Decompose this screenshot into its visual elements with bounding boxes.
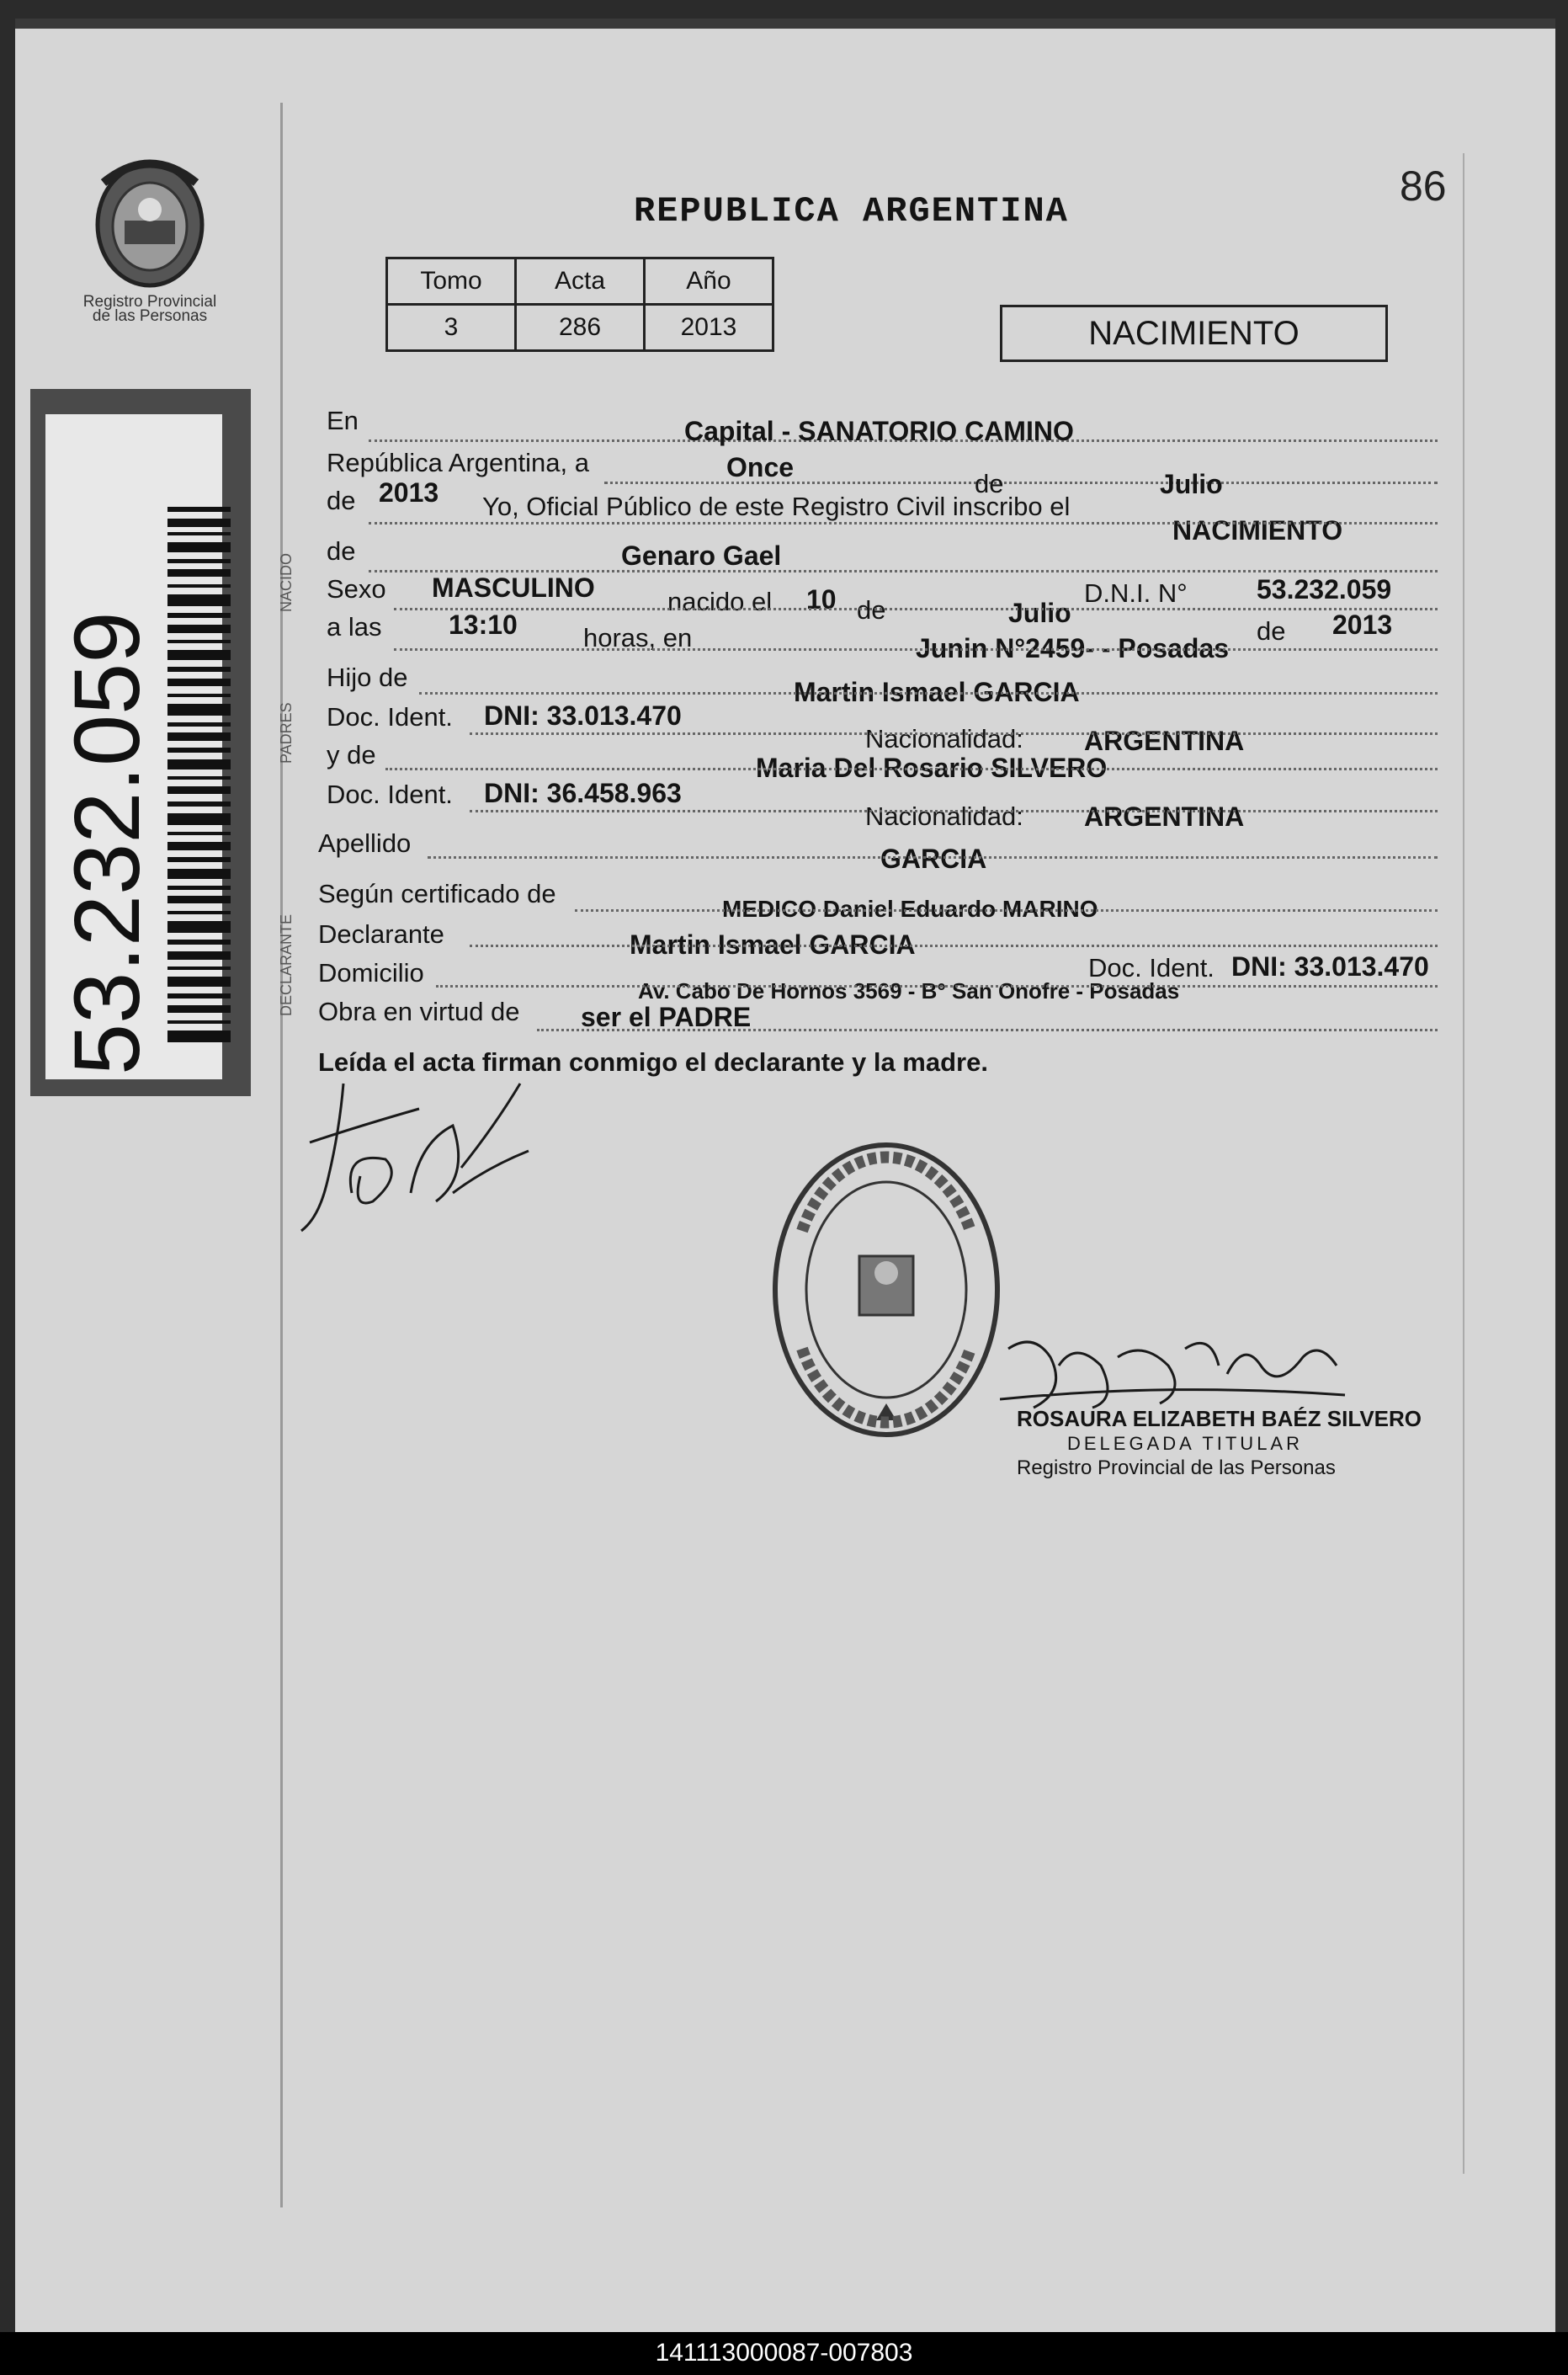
official-signature-block: [1000, 1315, 1422, 1500]
label-nacido-de: de: [857, 595, 886, 625]
margin-rule: [280, 103, 283, 2207]
value-padre: Martin Ismael GARCIA: [794, 677, 1080, 707]
value-apellido: GARCIA: [880, 844, 987, 874]
logo-caption-1: Registro Provincial: [82, 293, 217, 311]
value-madre: Maria Del Rosario SILVERO: [756, 753, 1108, 783]
official-signature: [1000, 1315, 1353, 1416]
label-horas-en: horas, en: [583, 623, 693, 652]
label-sexo: Sexo: [327, 574, 386, 604]
value-doc-madre: DNI: 36.458.963: [484, 778, 682, 808]
value-dia: Once: [726, 452, 795, 482]
value-dni: 53.232.059: [1257, 574, 1392, 604]
line-declarante: [470, 945, 1438, 947]
value-nac-padre: ARGENTINA: [1084, 726, 1245, 756]
line-doc-padre: [470, 732, 1438, 735]
label-certificado: Según certificado de: [318, 879, 556, 908]
line-sexo: [394, 608, 1438, 610]
provincial-seal-icon: [78, 149, 221, 292]
value-nacido-dia: 10: [806, 584, 837, 615]
label-domicilio: Domicilio: [318, 958, 424, 988]
value-nacido-mes: Julio: [1008, 598, 1071, 628]
line-apellido: [428, 856, 1438, 859]
logo-caption-2: de las Personas: [92, 307, 208, 325]
label-republica: República Argentina, a: [327, 448, 589, 477]
label-hijo-de: Hijo de: [327, 663, 408, 692]
barcode-number: 53.232.059: [56, 611, 159, 1075]
label-nacido-de2: de: [1257, 616, 1286, 646]
label-de-mes: de: [975, 469, 1004, 498]
registry-stamp: [768, 1138, 1004, 1441]
label-nacido-el: nacido el: [667, 587, 773, 616]
official-role: DELEGADA TITULAR: [1067, 1433, 1303, 1454]
section-label-padres: PADRES: [278, 702, 295, 764]
line-oficial: [369, 522, 1438, 525]
barcode-bars: [167, 507, 231, 1046]
label-nac-madre: Nacionalidad:: [865, 801, 1023, 831]
value-lugar-inscripcion: Capital - SANATORIO CAMINO: [684, 416, 1074, 446]
label-en: En: [327, 406, 359, 435]
value-obra: ser el PADRE: [581, 1002, 752, 1032]
label-doc-declarante: Doc. Ident.: [1088, 953, 1215, 982]
value-mes: Julio: [1160, 469, 1223, 499]
certificate-page: [15, 19, 1555, 2332]
record-header-tomo: Tomo: [387, 258, 516, 305]
barcode-panel: [30, 389, 251, 1096]
line-domicilio: [436, 985, 1438, 988]
value-nacido-anio: 2013: [1332, 610, 1393, 640]
closing-statement: Leída el acta firman conmigo el declarante y la madre.: [318, 1047, 988, 1077]
line-madre: [385, 768, 1438, 770]
line-padre: [419, 692, 1438, 695]
label-a-las: a las: [327, 612, 382, 642]
record-value-tomo: 3: [387, 305, 516, 351]
label-declarante: Declarante: [318, 919, 444, 949]
line-obra: [537, 1029, 1438, 1031]
document-title: REPUBLICA ARGENTINA: [634, 191, 1069, 232]
label-doc-padre: Doc. Ident.: [327, 702, 453, 732]
value-declarante: Martin Ismael GARCIA: [630, 929, 916, 960]
value-sexo: MASCULINO: [432, 572, 595, 603]
official-office: Registro Provincial de las Personas: [1017, 1456, 1336, 1479]
line-certificado: [575, 909, 1438, 912]
section-label-nacido: NACIDO: [278, 552, 295, 612]
record-table: [385, 257, 774, 352]
record-value-anio: 2013: [645, 305, 773, 351]
section-label-declarante: DECLARANTE: [278, 913, 295, 1016]
value-doc-declarante: DNI: 33.013.470: [1231, 951, 1429, 982]
record-header-acta: Acta: [516, 258, 645, 305]
official-name: ROSAURA ELIZABETH BAÉZ SILVERO: [1017, 1406, 1422, 1431]
footer-code: 141113000087-007803: [655, 2339, 913, 2367]
label-doc-madre: Doc. Ident.: [327, 780, 453, 809]
label-de-nombre: de: [327, 536, 356, 566]
label-obra: Obra en virtud de: [318, 997, 520, 1026]
value-acto: NACIMIENTO: [1172, 515, 1343, 546]
footer-bar: [0, 2332, 1568, 2375]
line-hora: [394, 648, 1438, 651]
text-oficial-publico: Yo, Oficial Público de este Registro Civil inscribo el: [482, 492, 1071, 521]
record-header-anio: Año: [645, 258, 773, 305]
label-dni: D.N.I. N°: [1084, 578, 1188, 608]
label-de-anio: de: [327, 486, 356, 515]
right-rule: [1463, 153, 1464, 2174]
page-number: 86: [1400, 162, 1447, 210]
label-y-de: y de: [327, 740, 376, 769]
record-value-acta: 286: [516, 305, 645, 351]
value-nombre: Genaro Gael: [621, 540, 782, 571]
value-domicilio: Av. Cabo De Hornos 3569 - B° San Onofre - Posadas: [638, 978, 1180, 1004]
record-type-box: NACIMIENTO: [1000, 305, 1388, 362]
declarant-signature: [293, 1075, 537, 1243]
value-doc-padre: DNI: 33.013.470: [484, 700, 682, 731]
label-apellido: Apellido: [318, 828, 412, 858]
value-certificado: MEDICO Daniel Eduardo MARINO: [722, 896, 1098, 922]
registry-logo: [78, 149, 221, 347]
value-hora: 13:10: [449, 610, 518, 640]
line-doc-madre: [470, 810, 1438, 812]
label-nac-padre: Nacionalidad:: [865, 724, 1023, 754]
value-lugar-nacimiento: Junin N°2459- - Posadas: [916, 633, 1230, 663]
page-top-edge: [15, 19, 1555, 29]
value-anio: 2013: [379, 477, 439, 508]
value-nac-madre: ARGENTINA: [1084, 801, 1245, 832]
